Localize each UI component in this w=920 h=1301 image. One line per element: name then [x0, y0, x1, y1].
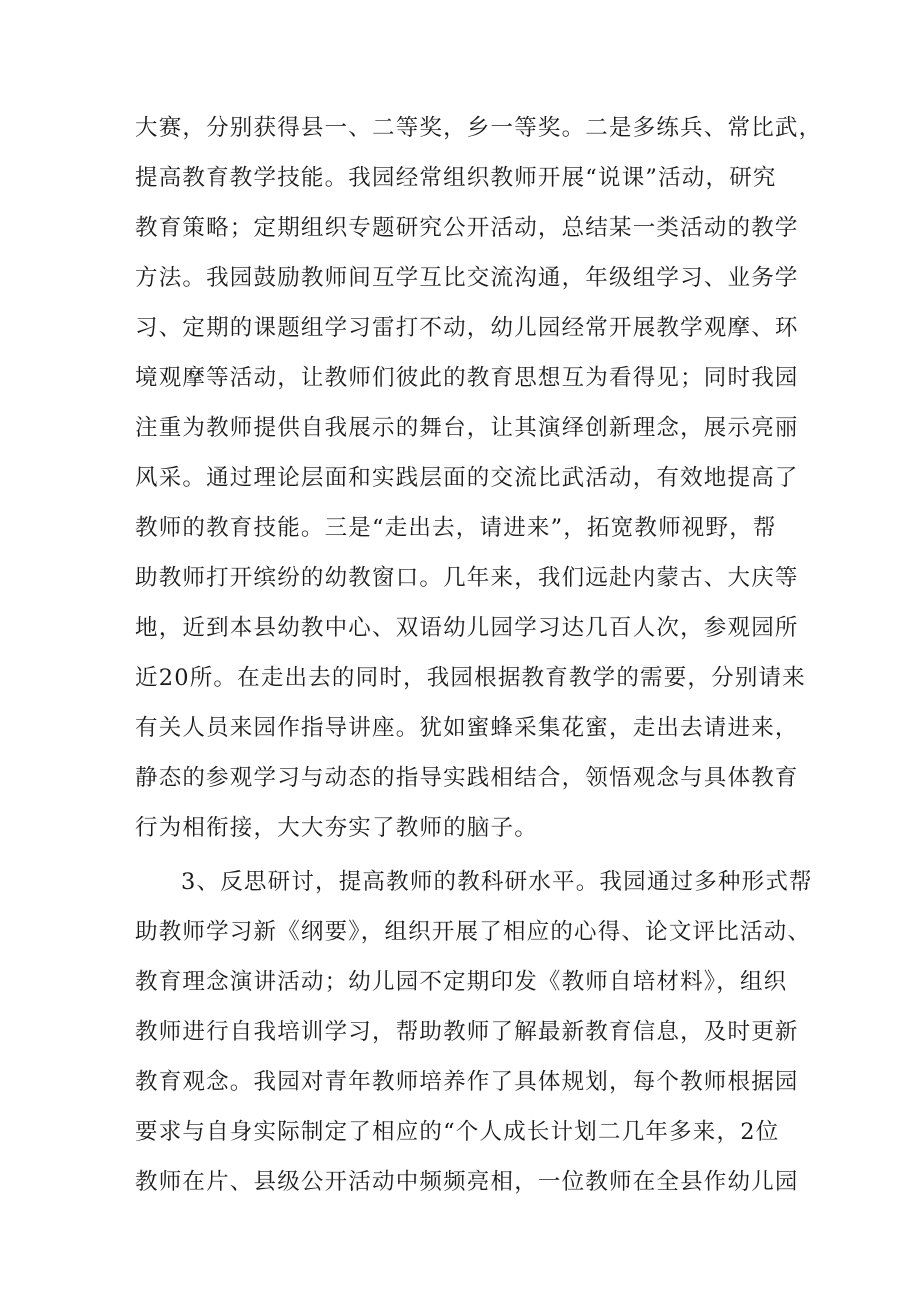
text-line: 教师在片、县级公开活动中频频亮相，一位教师在全县作幼儿园	[135, 1169, 799, 1195]
text-line: 教师的教育技能。三是“走出去，请进来”，拓宽教师视野，帮	[135, 515, 777, 541]
text-line: 教育理念演讲活动；幼儿园不定期印发《教师自培材料》，组织	[135, 969, 788, 995]
body-text	[135, 103, 823, 1207]
text-line: 要求与自身实际制定了相应的“个人成长计划二几年多来，2位	[135, 1119, 780, 1145]
text-line: 有关人员来园作指导讲座。犹如蜜蜂采集花蜜，走出去请进来，	[135, 715, 799, 741]
text-line: 教育观念。我园对青年教师培养作了具体规划，每个教师根据园	[135, 1069, 799, 1095]
text-line: 教师进行自我培训学习，帮助教师了解最新教育信息，及时更新	[135, 1019, 799, 1045]
text-line: 方法。我园鼓励教师间互学互比交流沟通，年级组学习、业务学	[135, 265, 799, 291]
text-line: 助教师学习新《纲要》，组织开展了相应的心得、论文评比活动、	[135, 919, 812, 945]
text-line: 教育策略；定期组织专题研究公开活动，总结某一类活动的教学	[135, 215, 799, 241]
text-line: 大赛，分别获得县一、二等奖，乡一等奖。二是多练兵、常比武，	[135, 115, 823, 141]
paragraph-start-line: 3、反思研讨，提高教师的教科研水平。我园通过多种形式帮	[181, 869, 813, 895]
text-line: 地，近到本县幼教中心、双语幼儿园学习达几百人次，参观园所	[135, 615, 799, 641]
text-line: 习、定期的课题组学习雷打不动，幼儿园经常开展教学观摩、环	[135, 315, 799, 341]
text-line: 提高教育教学技能。我园经常组织教师开展“说课”活动，研究	[135, 165, 777, 191]
text-line: 近20所。在走出去的同时，我园根据教育教学的需要，分别请来	[135, 665, 806, 691]
text-line: 助教师打开缤纷的幼教窗口。几年来，我们远赴内蒙古、大庆等	[135, 565, 799, 591]
text-line: 注重为教师提供自我展示的舞台，让其演绎创新理念，展示亮丽	[135, 415, 799, 441]
text-line: 行为相衔接，大大夯实了教师的脑子。	[135, 815, 538, 841]
text-line: 境观摩等活动，让教师们彼此的教育思想互为看得见；同时我园	[135, 365, 799, 391]
text-line: 风采。通过理论层面和实践层面的交流比武活动，有效地提高了	[135, 465, 799, 491]
text-line: 静态的参观学习与动态的指导实践相结合，领悟观念与具体教育	[135, 765, 799, 791]
